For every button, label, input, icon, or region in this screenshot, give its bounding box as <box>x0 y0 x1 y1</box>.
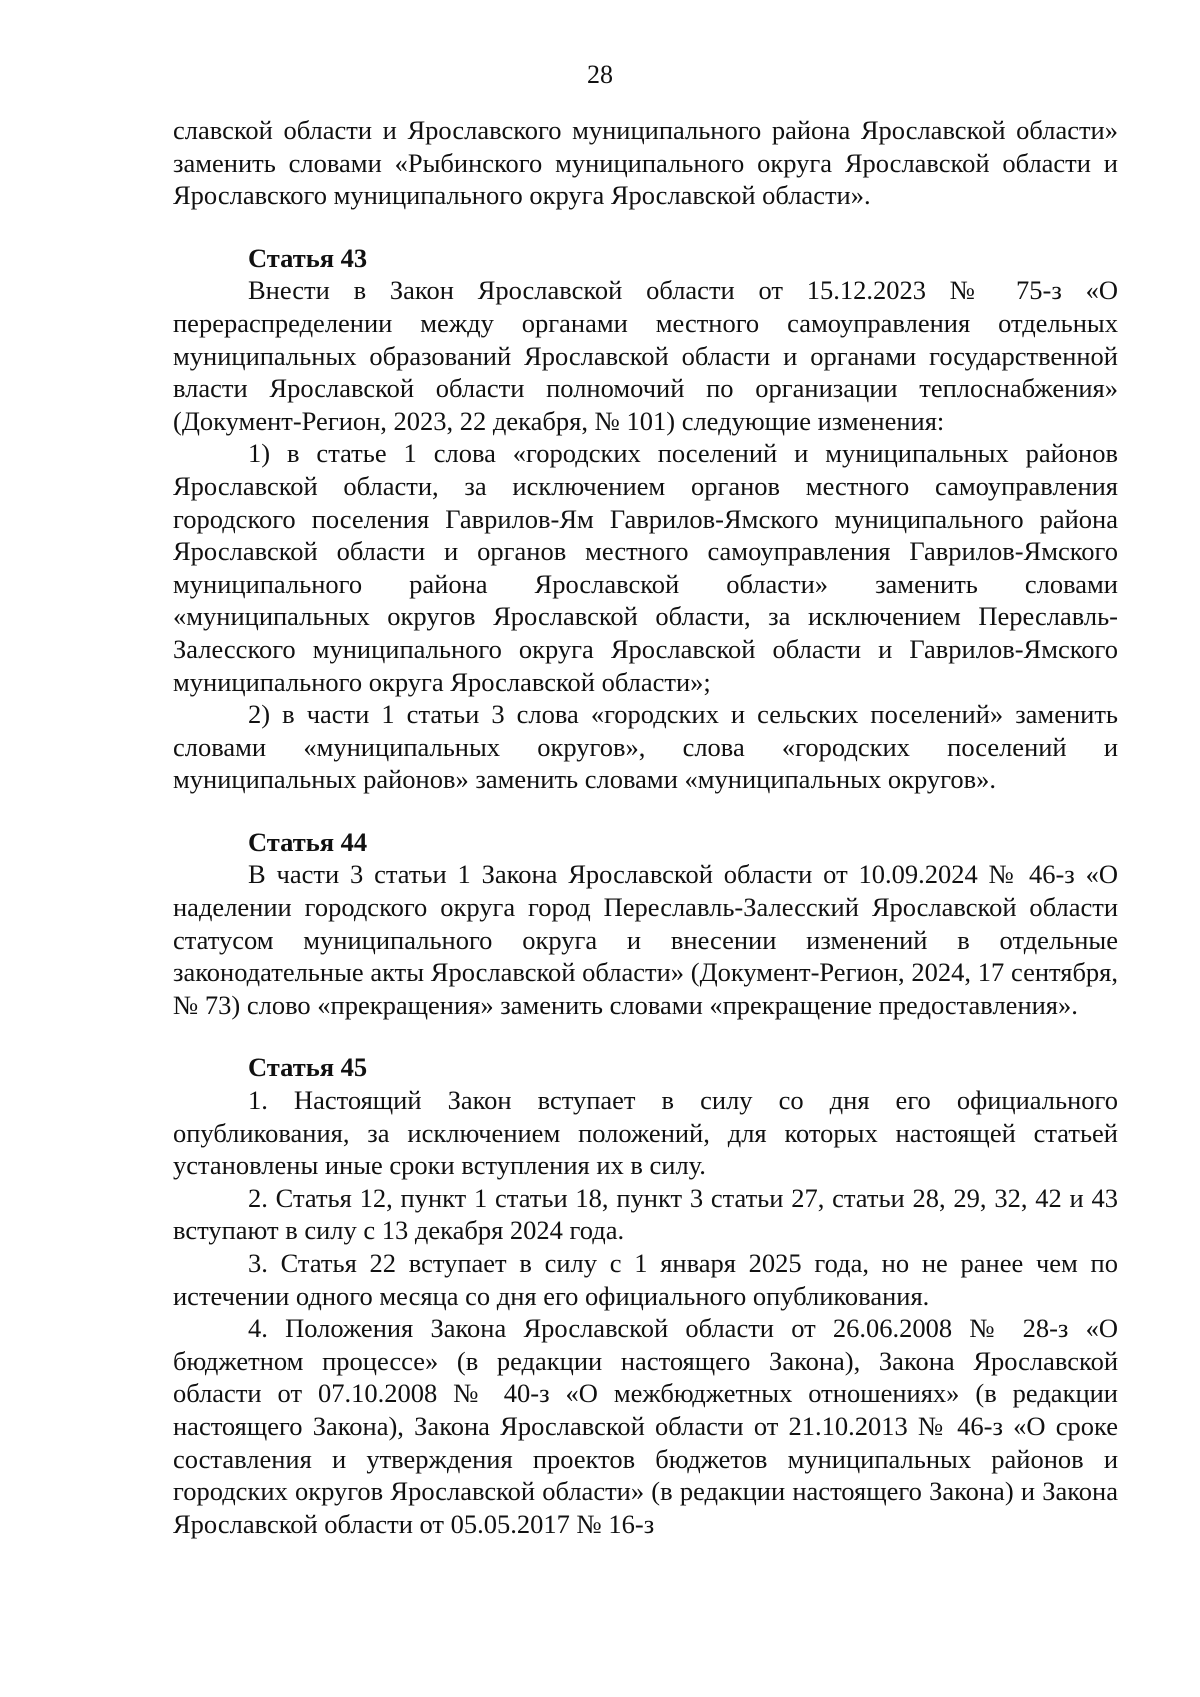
article-paragraph: Внести в Закон Ярославской области от 15.12.2023 № 75-з «О перераспределении между органами местного самоуправления отдельных муниципальных образований Ярославской области и органами государственной власти Ярославской области полномочий по организации теплоснабжения» (Документ-Регион, 2023, 22 декабря, № 101) следующие изменения: <box>173 275 1118 436</box>
article-paragraph: 4. Положения Закона Ярославской области от 26.06.2008 № 28-з «О бюджетном процессе» (в редакции настоящего Закона), Закона Ярославской области от 07.10.2008 № 40-з «О межбюджетных отношениях» (в редакции настоящего Закона), Закона Ярославской области от 21.10.2013 № 46-з «О сроке составления и утверждения проектов бюджетов муниципальных районов и городских округов Ярославской области» (в редакции настоящего Закона) и Закона Ярославской области от 05.05.2017 № 16-з <box>173 1313 1118 1539</box>
article-43 <box>173 242 1118 796</box>
article-paragraph: 1. Настоящий Закон вступает в силу со дня его официального опубликования, за исключением положений, для которых настоящей статьей установлены иные сроки вступления их в силу. <box>173 1085 1118 1181</box>
article-paragraph: 2) в части 1 статьи 3 слова «городских и сельских поселений» заменить словами «муниципальных округов», слова «городских поселений и муниципальных районов» заменить словами «муниципальных округов». <box>173 699 1118 795</box>
intro-paragraph: славской области и Ярославского муниципального района Ярославской области» заменить словами «Рыбинского муниципального округа Ярославской области и Ярославского муниципального округа Ярославской области». <box>173 115 1118 211</box>
article-paragraph: 2. Статья 12, пункт 1 статьи 18, пункт 3 статьи 27, статьи 28, 29, 32, 42 и 43 вступают в силу с 13 декабря 2024 года. <box>173 1182 1118 1246</box>
article-title: Статья 43 <box>248 242 368 273</box>
article-45 <box>173 1051 1118 1540</box>
article-title: Статья 45 <box>248 1052 368 1083</box>
article-paragraph: 1) в статье 1 слова «городских поселений и муниципальных районов Ярославской области, за исключением органов местного самоуправления городского поселения Гаврилов-Ям Гаврилов-Ямского муниципального района Ярославской области и органов местного самоуправления Гаврилов-Ямского муниципального района Ярославской области» заменить словами «муниципальных округов Ярославской области, за исключением Переславль-Залесского муниципального округа Ярославской области и Гаврилов-Ямского муниципального округа Ярославской области»; <box>173 438 1118 697</box>
article-paragraph: 3. Статья 22 вступает в силу с 1 января 2025 года, но не ранее чем по истечении одного месяца со дня его официального опубликования. <box>173 1248 1118 1311</box>
document-body <box>173 114 1118 1540</box>
article-title: Статья 44 <box>248 826 368 857</box>
page-number: 28 <box>587 60 613 89</box>
article-paragraph: В части 3 статьи 1 Закона Ярославской области от 10.09.2024 № 46-з «О наделении городского округа город Переславль-Залесский Ярославской области статусом муниципального округа и внесении изменений в отдельные законодательные акты Ярославской области» (Документ-Регион, 2024, 17 сентября, № 73) слово «прекращения» заменить словами «прекращение предоставления». <box>173 859 1118 1020</box>
article-44 <box>173 826 1118 1022</box>
